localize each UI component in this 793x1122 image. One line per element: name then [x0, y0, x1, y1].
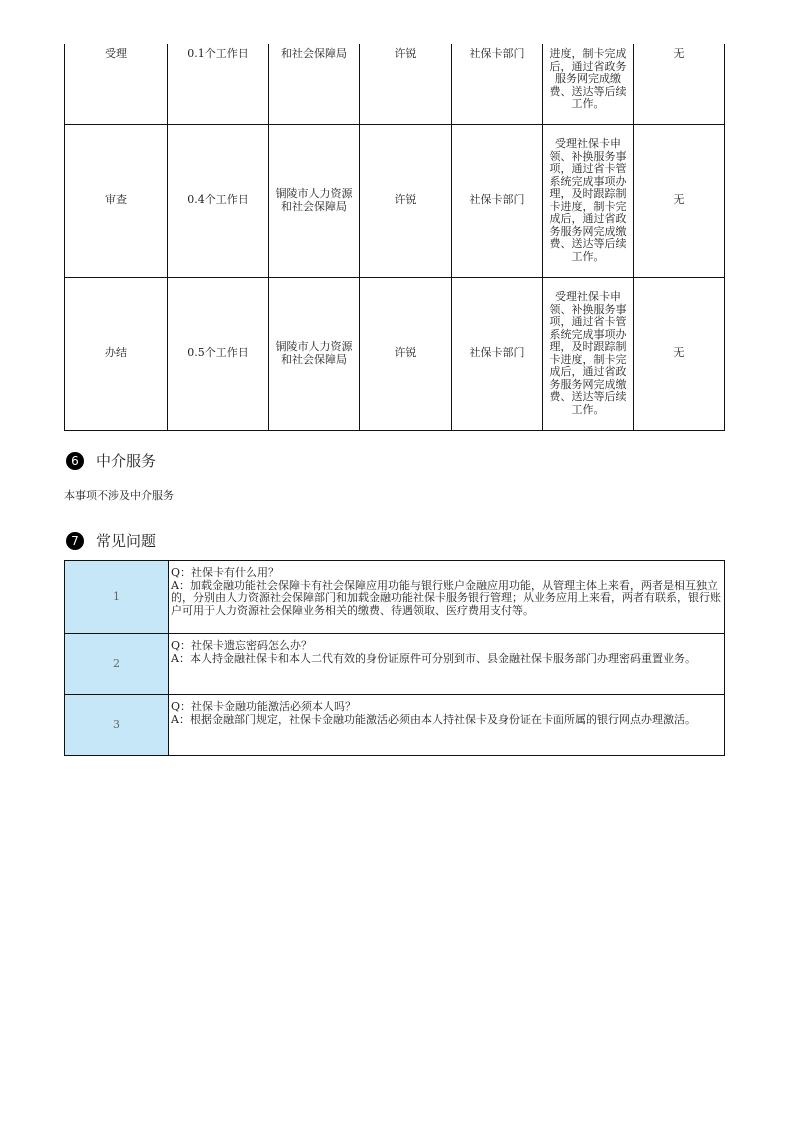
table-row [65, 277, 725, 430]
intermediary-text: 本事项不涉及中介服务 [64, 489, 174, 502]
unit-cell: 社保卡部门 [452, 44, 543, 124]
number-badge-icon: 7 [66, 532, 84, 550]
section-title: 常见问题 [96, 532, 157, 550]
faq-table [64, 560, 725, 756]
section-title: 中介服务 [96, 452, 157, 470]
faq-index: 1 [65, 561, 169, 634]
unit-cell: 社保卡部门 [452, 124, 543, 277]
person-cell: 许锐 [360, 277, 452, 430]
step-cell: 审查 [65, 124, 168, 277]
section-heading-faq [66, 530, 156, 551]
dept-cell: 铜陵市人力资源和社会保障局 [269, 124, 360, 277]
time-cell: 0.1个工作日 [168, 44, 269, 124]
faq-row [65, 634, 725, 695]
faq-index: 2 [65, 634, 169, 695]
section-heading-intermediary [66, 450, 156, 471]
note-cell: 无 [634, 44, 725, 124]
faq-index: 3 [65, 695, 169, 756]
note-cell: 无 [634, 277, 725, 430]
person-cell: 许锐 [360, 124, 452, 277]
process-table [64, 44, 725, 431]
note-cell: 无 [634, 124, 725, 277]
faq-text: Q：社保卡有什么用？ A：加载金融功能社会保障卡有社会保障应用功能与银行账户金融应用功能，从管理主体上来看，两者是相互独立的，分别由人力资源社会保障部门和加载金融功能社保卡服务银行管理；从业务应用上来看，两者有联系，银行账户可用于人力资源社会保障业务相关的缴费、待遇领取、医疗费用支付等。 [169, 561, 725, 634]
step-cell: 受理 [65, 44, 168, 124]
table-row [65, 44, 725, 124]
faq-row [65, 695, 725, 756]
unit-cell: 社保卡部门 [452, 277, 543, 430]
dept-cell: 和社会保障局 [269, 44, 360, 124]
person-cell: 许锐 [360, 44, 452, 124]
desc-cell: 进度，制卡完成后，通过省政务服务网完成缴费、送达等后续工作。 [543, 44, 634, 124]
time-cell: 0.4个工作日 [168, 124, 269, 277]
desc-cell: 受理社保卡申领、补换服务事项，通过省卡管系统完成事项办理，及时跟踪制卡进度，制卡完成后，通过省政务服务网完成缴费、送达等后续工作。 [543, 124, 634, 277]
table-row [65, 124, 725, 277]
number-badge-icon: 6 [66, 452, 84, 470]
step-cell: 办结 [65, 277, 168, 430]
time-cell: 0.5个工作日 [168, 277, 269, 430]
desc-cell: 受理社保卡申领、补换服务事项，通过省卡管系统完成事项办理，及时跟踪制卡进度，制卡完成后，通过省政务服务网完成缴费、送达等后续工作。 [543, 277, 634, 430]
faq-text: Q：社保卡遗忘密码怎么办？ A：本人持金融社保卡和本人二代有效的身份证原件可分别到市、县金融社保卡服务部门办理密码重置业务。 [169, 634, 725, 695]
faq-row [65, 561, 725, 634]
faq-text: Q：社保卡金融功能激活必须本人吗？ A：根据金融部门规定，社保卡金融功能激活必须由本人持社保卡及身份证在卡面所属的银行网点办理激活。 [169, 695, 725, 756]
dept-cell: 铜陵市人力资源和社会保障局 [269, 277, 360, 430]
